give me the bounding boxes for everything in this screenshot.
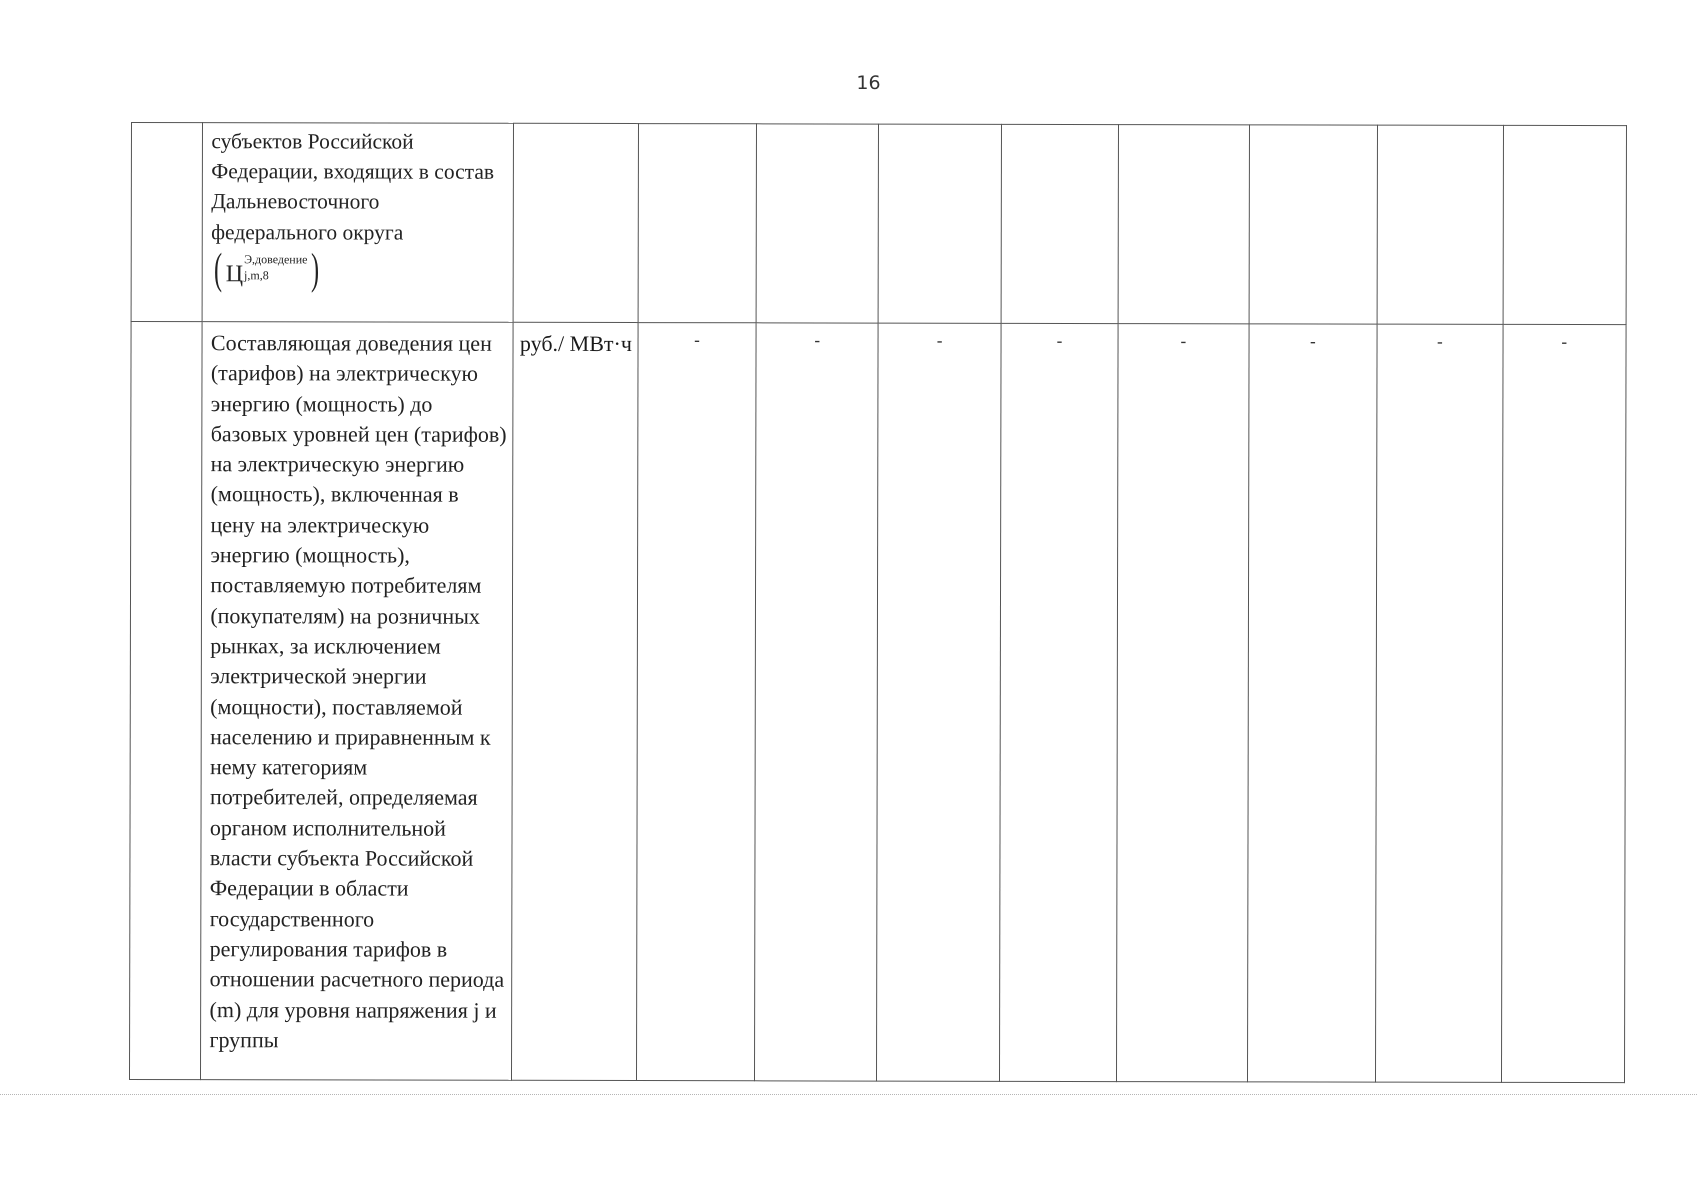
unit-text: руб./ МВт·ч bbox=[519, 330, 632, 357]
value-dash: - bbox=[1561, 331, 1568, 353]
value-cell bbox=[636, 323, 756, 1081]
value-dash: - bbox=[936, 330, 943, 351]
value-cell bbox=[999, 323, 1118, 1081]
formula-superscript: Э,доведение bbox=[244, 252, 308, 267]
value-dash: - bbox=[1180, 331, 1187, 352]
tariff-table bbox=[129, 122, 1627, 1083]
value-cell bbox=[1503, 125, 1627, 324]
table-row bbox=[129, 322, 1626, 1083]
value-dash: - bbox=[1436, 331, 1443, 352]
value-cell bbox=[1118, 125, 1249, 324]
description-cell bbox=[201, 322, 514, 1081]
value-cell bbox=[755, 323, 879, 1081]
value-cell bbox=[1249, 125, 1378, 324]
value-cell bbox=[638, 124, 757, 323]
value-cell bbox=[1501, 324, 1626, 1082]
description-text: субъектов Российской Федерации, входящих в состав Дальневосточного федерального округа bbox=[211, 129, 495, 245]
value-cell bbox=[877, 323, 1001, 1081]
page-number: 16 bbox=[856, 72, 881, 94]
description-cell bbox=[202, 123, 513, 323]
value-cell bbox=[1001, 124, 1119, 323]
value-cell bbox=[1376, 324, 1503, 1082]
unit-cell bbox=[513, 123, 638, 322]
value-dash: - bbox=[1056, 330, 1063, 351]
formula-symbol: Ц bbox=[225, 261, 244, 288]
value-cell bbox=[879, 124, 1002, 323]
formula-subscript: j,m,8 bbox=[244, 268, 269, 283]
value-cell bbox=[756, 124, 879, 323]
description-text: Составляющая доведения цен (тарифов) на электрическую энергию (мощность) до базовых уровней цен (тарифов) на электрическую энергию (мощность), включенная в цену на электрическую энергию (мощность), поставляемую потребителям (покупателям) на розничных рынках, за исключением электрической энергии (мощности), поставляемой населению и приравненным к нему категориям потребителей, определяемая органом исполнительной власти субъекта Российской Федерации в области государственного регулирования тарифов в отношении расчетного периода (m) для уровня напряжения j и группы bbox=[209, 330, 507, 1053]
value-cell bbox=[1377, 125, 1503, 324]
scan-artifact-line bbox=[0, 1094, 1697, 1095]
value-cell bbox=[1247, 324, 1377, 1082]
formula-paren-close: ) bbox=[310, 244, 319, 294]
row-number-cell bbox=[129, 322, 202, 1080]
formula-paren-open: ( bbox=[214, 243, 223, 294]
unit-cell bbox=[512, 322, 638, 1080]
value-dash: - bbox=[1309, 331, 1316, 352]
formula bbox=[211, 243, 322, 294]
formula-scripts bbox=[244, 252, 307, 282]
table-row bbox=[131, 123, 1626, 325]
value-dash: - bbox=[693, 330, 701, 351]
value-dash: - bbox=[814, 330, 821, 351]
value-cell bbox=[1117, 324, 1249, 1082]
formula-symbol-group bbox=[226, 252, 308, 286]
row-number-cell bbox=[131, 123, 203, 322]
